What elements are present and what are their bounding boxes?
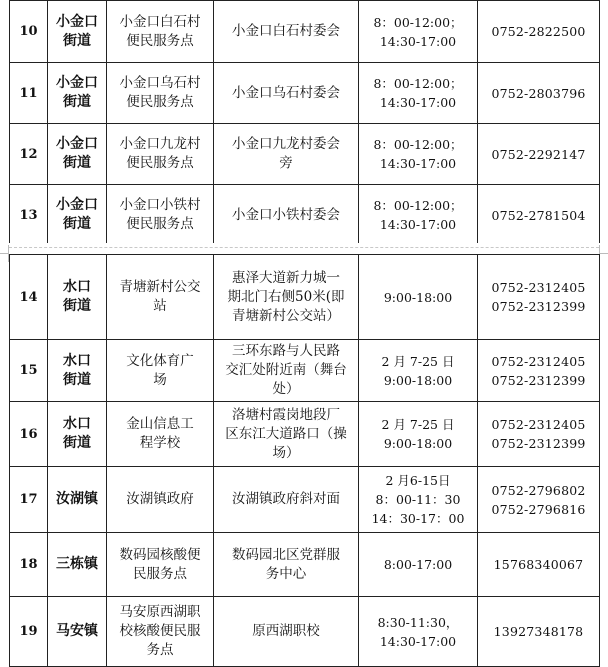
cell-street-line: 街道	[63, 32, 91, 49]
cell-phone-line: 0752-2781504	[491, 207, 586, 223]
cell-site-name-line: 便民服务点	[126, 216, 194, 232]
cell-street-line: 三栋镇	[56, 556, 98, 572]
cell-street-line: 小金口	[56, 197, 98, 213]
cell-street-line: 小金口	[56, 75, 98, 91]
cell-site-name	[107, 467, 214, 533]
table-row	[10, 185, 600, 246]
cell-street-line: 街道	[63, 216, 91, 232]
cell-phone	[478, 1, 600, 63]
cell-hours	[359, 63, 478, 124]
cell-site-name-line: 马安原西湖职	[119, 604, 201, 620]
cell-street-line: 小金口	[56, 13, 98, 30]
cell-site-name-line: 小金口乌石村	[119, 75, 201, 91]
cell-street	[48, 597, 107, 667]
cell-site-name	[107, 255, 214, 340]
cell-number: 19	[10, 597, 48, 667]
cell-site-name-line: 文化体育广	[126, 352, 194, 369]
cell-site-name-line: 便民服务点	[126, 155, 194, 171]
cell-hours	[359, 255, 478, 340]
cell-site-name-line: 务点	[146, 642, 174, 658]
cell-address-line: 交汇处附近南（舞台	[225, 362, 347, 378]
cell-site-name-line: 便民服务点	[126, 32, 194, 49]
cell-hours	[359, 124, 478, 185]
cell-street-line: 街道	[63, 435, 91, 451]
page-break	[0, 243, 608, 254]
cell-number: 15	[10, 340, 48, 402]
page-corner-mark	[0, 253, 9, 262]
cell-street-line: 马安镇	[56, 623, 98, 639]
cell-address-line: 惠泽大道新力城一	[232, 269, 340, 286]
cell-street	[48, 402, 107, 467]
cell-street	[48, 533, 107, 597]
cell-number: 14	[10, 255, 48, 340]
cell-site-name	[107, 1, 214, 63]
cell-site-name-line: 便民服务点	[126, 94, 194, 110]
cell-hours-line: 2 月6-15日	[385, 473, 451, 488]
cell-phone-line: 0752-2292147	[491, 146, 586, 162]
cell-site-name-line: 金山信息工	[126, 416, 194, 432]
cell-number: 12	[10, 124, 48, 185]
cell-address-line: 数码园北区党群服	[232, 546, 340, 563]
cell-phone	[478, 533, 600, 597]
table-row	[10, 63, 600, 124]
cell-address-line: 青塘新村公交站）	[232, 307, 340, 324]
cell-phone	[478, 340, 600, 402]
cell-phone-line: 0752-2312405	[491, 417, 586, 432]
cell-hours-line: 2 月 7-25 日	[381, 353, 455, 369]
cell-number: 13	[10, 185, 48, 246]
cell-address-line: 汝湖镇政府斜对面	[232, 491, 340, 507]
cell-street	[48, 255, 107, 340]
cell-address-line: 处）	[272, 381, 300, 397]
cell-phone	[478, 124, 600, 185]
cell-site-name-line: 数码园核酸便	[119, 546, 201, 563]
cell-street	[48, 1, 107, 63]
cell-street-line: 水口	[63, 352, 91, 369]
cell-hours-line: 8：00-12:00；	[373, 198, 463, 213]
cell-site-name-line: 站	[153, 298, 167, 314]
cell-hours	[359, 597, 478, 667]
cell-site-name	[107, 597, 214, 667]
cell-hours-line: 2 月 7-25 日	[381, 417, 455, 432]
cell-street	[48, 467, 107, 533]
cell-hours-line: 14：30-17：00	[371, 511, 465, 526]
cell-street-line: 街道	[63, 371, 91, 388]
table-row	[10, 1, 600, 63]
cell-site-name-line: 小金口九龙村	[119, 136, 201, 152]
cell-hours-line: 8:30-11:30，	[377, 614, 459, 630]
cell-address-line: 务中心	[265, 565, 307, 582]
testing-sites-table-part1	[9, 0, 600, 246]
cell-site-name-line: 小金口白石村	[119, 13, 201, 30]
cell-address	[214, 124, 359, 185]
cell-phone-line: 0752-2796816	[491, 501, 586, 517]
cell-number: 17	[10, 467, 48, 533]
cell-number: 18	[10, 533, 48, 597]
cell-street-line: 小金口	[56, 136, 98, 152]
cell-street-line: 汝湖镇	[56, 491, 98, 507]
cell-site-name-line: 场	[153, 371, 167, 388]
cell-phone	[478, 402, 600, 467]
cell-phone	[478, 185, 600, 246]
cell-street	[48, 340, 107, 402]
cell-address	[214, 597, 359, 667]
cell-address-line: 场）	[272, 444, 300, 461]
cell-hours-line: 8：00-12:00；	[373, 76, 463, 91]
cell-address	[214, 1, 359, 63]
cell-phone-line: 0752-2312405	[491, 280, 586, 295]
cell-street-line: 水口	[63, 416, 91, 432]
cell-hours-line: 14:30-17:00	[379, 156, 457, 171]
cell-address-line: 小金口九龙村委会	[232, 136, 340, 152]
cell-hours-line: 8：00-12:00；	[373, 137, 463, 152]
cell-number: 16	[10, 402, 48, 467]
table-row	[10, 255, 600, 340]
cell-street-line: 街道	[63, 155, 91, 171]
cell-hours	[359, 533, 478, 597]
cell-address	[214, 185, 359, 246]
cell-address-line: 三环东路与人民路	[232, 343, 340, 359]
cell-street	[48, 63, 107, 124]
cell-site-name	[107, 124, 214, 185]
cell-site-name	[107, 402, 214, 467]
cell-phone-line: 0752-2796802	[491, 482, 586, 498]
cell-phone	[478, 597, 600, 667]
cell-hours-line: 14:30-17:00	[379, 95, 457, 110]
cell-address	[214, 533, 359, 597]
cell-address-line: 原西湖职校	[252, 623, 320, 639]
page-corner-mark	[599, 253, 608, 262]
cell-address	[214, 340, 359, 402]
cell-address	[214, 255, 359, 340]
cell-site-name-line: 汝湖镇政府	[126, 491, 194, 507]
cell-hours	[359, 1, 478, 63]
cell-phone-line: 0752-2822500	[491, 24, 586, 39]
cell-hours	[359, 467, 478, 533]
cell-hours-line: 14:30-17:00	[379, 33, 457, 49]
cell-phone-line: 0752-2312399	[491, 372, 586, 388]
cell-phone-line: 0752-2312405	[491, 353, 586, 369]
cell-phone-line: 0752-2312399	[491, 436, 586, 451]
cell-address-line: 小金口小铁村委会	[232, 206, 340, 223]
table-row	[10, 124, 600, 185]
table-row	[10, 467, 600, 533]
cell-phone	[478, 467, 600, 533]
cell-phone	[478, 255, 600, 340]
cell-address	[214, 402, 359, 467]
cell-phone-line: 0752-2312399	[491, 299, 586, 314]
cell-hours-line: 8：00-11：30	[375, 492, 461, 507]
cell-site-name-line: 小金口小铁村	[119, 197, 201, 213]
cell-site-name-line: 校核酸便民服	[119, 623, 201, 639]
cell-hours-line: 8：00-12:00；	[373, 14, 463, 30]
cell-street	[48, 185, 107, 246]
cell-address-line: 区东江大道路口（操	[225, 425, 347, 442]
cell-hours-line: 9:00-18:00	[383, 436, 453, 451]
cell-hours	[359, 185, 478, 246]
cell-phone-line: 0752-2803796	[491, 85, 586, 101]
cell-hours-line: 14:30-17:00	[379, 217, 457, 232]
cell-address	[214, 63, 359, 124]
cell-site-name	[107, 533, 214, 597]
cell-phone	[478, 63, 600, 124]
cell-address-line: 旁	[279, 155, 293, 171]
cell-address-line: 小金口白石村委会	[232, 23, 340, 39]
cell-number: 11	[10, 63, 48, 124]
cell-site-name	[107, 185, 214, 246]
cell-street	[48, 124, 107, 185]
cell-site-name	[107, 63, 214, 124]
cell-site-name-line: 青塘新村公交	[119, 279, 201, 295]
cell-phone-line: 15768340067	[493, 557, 584, 572]
cell-address-line: 期北门右侧50米(即	[227, 288, 345, 305]
cell-street-line: 街道	[63, 94, 91, 110]
cell-hours-line: 8:00-17:00	[383, 557, 453, 572]
table-row	[10, 402, 600, 467]
cell-number: 10	[10, 1, 48, 63]
cell-address-line: 小金口乌石村委会	[232, 84, 340, 101]
cell-hours-line: 9:00-18:00	[383, 372, 453, 388]
cell-phone-line: 13927348178	[493, 624, 584, 639]
cell-address-line: 洛塘村霞岗地段厂	[232, 406, 340, 423]
cell-hours	[359, 402, 478, 467]
cell-address	[214, 467, 359, 533]
cell-site-name	[107, 340, 214, 402]
table-row	[10, 533, 600, 597]
cell-site-name-line: 民服务点	[133, 565, 187, 582]
cell-hours-line: 14:30-17:00	[379, 633, 457, 649]
cell-street-line: 街道	[63, 298, 91, 314]
cell-street-line: 水口	[63, 279, 91, 295]
table-row	[10, 597, 600, 667]
cell-site-name-line: 程学校	[139, 435, 181, 451]
table-row	[10, 340, 600, 402]
testing-sites-table-part2	[9, 254, 600, 667]
cell-hours	[359, 340, 478, 402]
cell-hours-line: 9:00-18:00	[383, 289, 453, 305]
